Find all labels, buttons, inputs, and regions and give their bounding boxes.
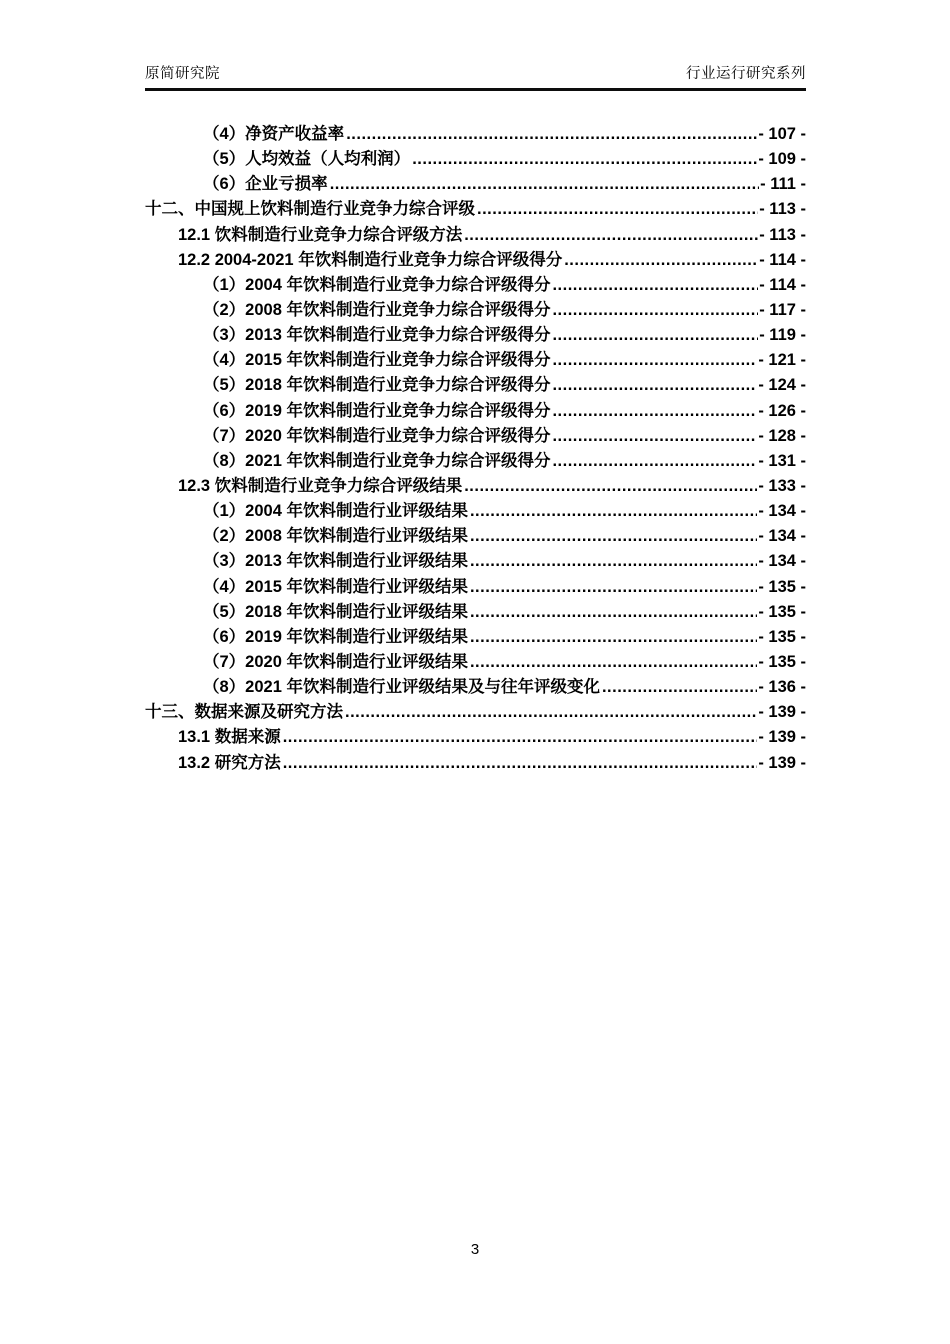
page-footer [0,1241,950,1258]
toc-entry-title: （4）净资产收益率 [203,125,345,143]
toc-entry-page-number: - 136 - [758,678,806,697]
toc-entry-page-number: - 135 - [758,652,806,671]
toc-dot-leader [552,449,757,474]
toc-entry-title: 12.3 饮料制造行业竞争力综合评级结果 [178,476,463,495]
toc-entry-title: （3）2013 年饮料制造行业评级结果 [203,552,468,571]
toc-entry-title: （4）2015 年饮料制造行业竞争力综合评级得分 [203,351,551,370]
toc-dot-leader [346,122,757,147]
toc-dot-leader [470,549,757,574]
toc-entry-title: （1）2004 年饮料制造行业评级结果 [203,502,468,521]
toc-dot-leader [464,474,757,499]
header-left-text: 原简研究院 [145,66,220,82]
toc-entry-page-number: - 117 - [759,300,806,319]
toc-entry-title: （2）2008 年饮料制造行业评级结果 [203,527,468,546]
toc-dot-leader [283,725,758,750]
toc-entry-title: 13.1 数据来源 [178,728,281,747]
toc-entry-title: （8）2021 年饮料制造行业竞争力综合评级得分 [203,451,551,470]
page-header [145,62,806,91]
toc-entry [145,524,806,549]
toc-entry [145,650,806,675]
toc-dot-leader [470,650,757,675]
toc-entry-title: （1）2004 年饮料制造行业竞争力综合评级得分 [203,275,551,294]
toc-entry-page-number: - 135 - [758,602,806,621]
toc-entry [145,424,806,449]
toc-dot-leader [412,147,757,172]
toc-entry [145,147,806,172]
toc-dot-leader [552,424,757,449]
toc-entry-title: （5）2018 年饮料制造行业竞争力综合评级得分 [203,376,551,395]
toc-entry-title: 13.2 研究方法 [178,753,281,772]
toc-entry [145,197,806,222]
toc-dot-leader [470,600,757,625]
toc-entry [145,348,806,373]
toc-dot-leader [477,197,758,222]
toc-entry-title: （7）2020 年饮料制造行业竞争力综合评级得分 [203,426,551,445]
toc-entry [145,549,806,574]
toc-entry-page-number: - 113 - [759,225,806,244]
toc-entry [145,600,806,625]
toc-entry-page-number: - 126 - [758,401,806,420]
toc-entry-page-number: - 121 - [758,351,806,370]
toc-entry [145,373,806,398]
toc-entry-title: （2）2008 年饮料制造行业竞争力综合评级得分 [203,300,551,319]
toc-entry-title: （6）2019 年饮料制造行业竞争力综合评级得分 [203,401,551,420]
toc-entry [145,675,806,700]
toc-entry-title: （8）2021 年饮料制造行业评级结果及与往年评级变化 [203,678,600,697]
header-right-text: 行业运行研究系列 [686,66,806,82]
toc-entry [145,399,806,424]
toc-entry-page-number: - 114 - [759,250,806,269]
toc-entry [145,273,806,298]
toc-entry-title: 十三、数据来源及研究方法 [145,703,343,722]
toc-entry [145,751,806,776]
toc-entry-page-number: - 113 - [759,200,806,219]
toc-entry-page-number: - 139 - [758,753,806,772]
toc-dot-leader [602,675,757,700]
toc-dot-leader [552,273,758,298]
toc-entry-title: 12.1 饮料制造行业竞争力综合评级方法 [178,225,463,244]
toc-dot-leader [283,751,758,776]
toc-entry-title: （6）企业亏损率 [203,175,328,194]
toc-entry-title: （7）2020 年饮料制造行业评级结果 [203,652,468,671]
toc-entry [145,122,806,147]
toc-dot-leader [470,625,757,650]
toc-entry-page-number: - 133 - [758,476,806,495]
toc-entry-page-number: - 134 - [758,502,806,521]
toc-entry [145,172,806,197]
toc-dot-leader [552,348,757,373]
toc-entry-title: 十二、中国规上饮料制造行业竞争力综合评级 [145,200,475,219]
toc-entry-page-number: - 134 - [758,552,806,571]
toc-entry [145,575,806,600]
toc-dot-leader [345,700,757,725]
toc-entry-page-number: - 119 - [759,326,806,345]
toc-entry [145,700,806,725]
toc-entry [145,248,806,273]
toc-dot-leader [552,298,758,323]
toc-entry-title: （4）2015 年饮料制造行业评级结果 [203,577,468,596]
toc-entry-page-number: - 128 - [758,426,806,445]
toc-entry-title: （6）2019 年饮料制造行业评级结果 [203,627,468,646]
toc-entry [145,449,806,474]
toc-entry-title: （3）2013 年饮料制造行业竞争力综合评级得分 [203,326,551,345]
toc-entry-page-number: - 107 - [758,125,806,143]
toc-entry-title: （5）人均效益（人均利润） [203,150,411,169]
toc-dot-leader [564,248,758,273]
toc-dot-leader [470,499,757,524]
toc-entry-page-number: - 114 - [759,275,806,294]
toc-entry-page-number: - 135 - [758,577,806,596]
toc-entry-page-number: - 139 - [758,703,806,722]
toc-dot-leader [464,223,758,248]
toc-entry-page-number: - 124 - [758,376,806,395]
toc-entry-page-number: - 135 - [758,627,806,646]
toc-entry-page-number: - 139 - [758,728,806,747]
toc-entry [145,625,806,650]
toc-entry [145,725,806,750]
toc-dot-leader [552,399,757,424]
page-number: 3 [470,1241,480,1258]
toc-entry-page-number: - 109 - [758,150,806,169]
toc-entry-title: 12.2 2004-2021 年饮料制造行业竞争力综合评级得分 [178,250,563,269]
toc-entry-page-number: - 111 - [760,175,806,194]
toc-entry [145,323,806,348]
toc-dot-leader [330,172,759,197]
toc-entry-page-number: - 131 - [758,451,806,470]
toc-entry [145,474,806,499]
toc-dot-leader [552,373,757,398]
toc-dot-leader [470,575,757,600]
toc-dot-leader [470,524,757,549]
toc-dot-leader [552,323,758,348]
table-of-contents [145,122,806,776]
toc-entry-page-number: - 134 - [758,527,806,546]
toc-entry [145,223,806,248]
toc-entry [145,499,806,524]
toc-entry-title: （5）2018 年饮料制造行业评级结果 [203,602,468,621]
toc-entry [145,298,806,323]
